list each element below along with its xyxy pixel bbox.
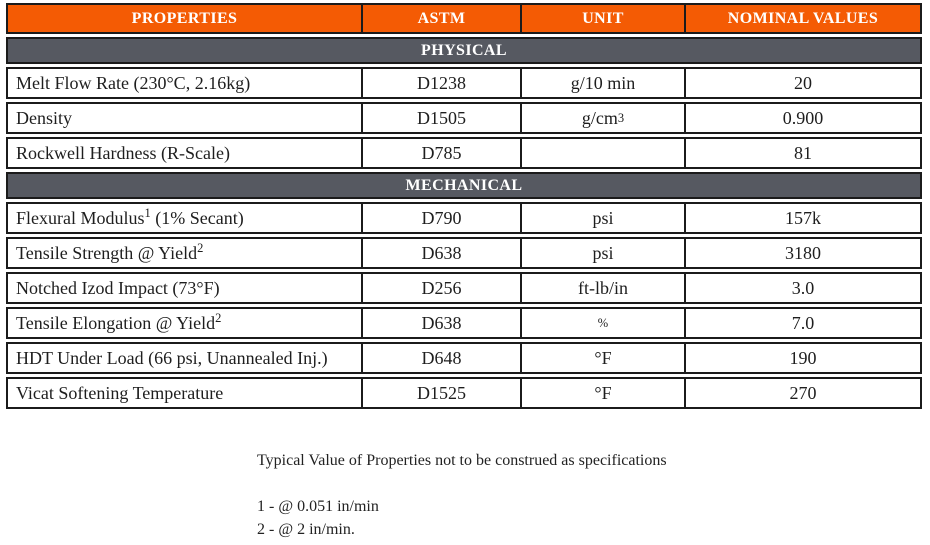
table-row <box>6 137 922 169</box>
column-header-unit: UNIT <box>520 5 684 32</box>
column-header-properties: PROPERTIES <box>131 10 238 27</box>
value-cell: 270 <box>684 379 920 407</box>
column-header-nominal-values: NOMINAL VALUES <box>684 5 920 32</box>
astm-cell: D638 <box>361 239 520 267</box>
table-row <box>6 202 922 234</box>
table-row <box>6 102 922 134</box>
footnote-1: 1 - @ 0.051 in/min <box>257 498 379 515</box>
table-row <box>6 377 922 409</box>
value-cell: 3.0 <box>684 274 920 302</box>
unit-cell: ft-lb/in <box>520 274 684 302</box>
table-header-row <box>6 3 922 34</box>
property-cell <box>8 344 361 372</box>
section-row-physical <box>6 37 922 64</box>
table-body <box>6 37 922 409</box>
property-label: Notched Izod Impact (73°F) <box>16 277 220 298</box>
property-label: Density <box>16 107 72 128</box>
table-row <box>6 307 922 339</box>
properties-table <box>6 3 922 412</box>
unit-cell: °F <box>520 344 684 372</box>
table-row <box>6 342 922 374</box>
astm-cell: D785 <box>361 139 520 167</box>
unit-cell: psi <box>520 204 684 232</box>
property-label: Rockwell Hardness (R-Scale) <box>16 142 230 163</box>
unit-cell: g/cm 3 <box>520 104 684 132</box>
footnote-2: 2 - @ 2 in/min. <box>257 521 355 538</box>
astm-cell: D1505 <box>361 104 520 132</box>
value-cell: 20 <box>684 69 920 97</box>
value-cell: 81 <box>684 139 920 167</box>
value-cell: 7.0 <box>684 309 920 337</box>
value-cell: 157k <box>684 204 920 232</box>
unit-cell: °F <box>520 379 684 407</box>
astm-cell: D638 <box>361 309 520 337</box>
column-header-astm: ASTM <box>361 5 520 32</box>
property-label: Tensile Strength @ Yield$^2$ <box>16 240 204 263</box>
property-label: HDT Under Load (66 psi, Unannealed Inj.) <box>16 347 328 368</box>
section-title: PHYSICAL <box>421 42 507 59</box>
property-cell <box>8 69 361 97</box>
unit-cell: g/10 min <box>520 69 684 97</box>
section-title: MECHANICAL <box>405 177 523 194</box>
astm-cell: D1238 <box>361 69 520 97</box>
disclaimer-text: Typical Value of Properties not to be construed as specifications <box>257 452 667 469</box>
value-cell: 190 <box>684 344 920 372</box>
unit-cell: % <box>520 309 684 337</box>
property-cell <box>8 379 361 407</box>
superscript: 1 <box>144 205 151 220</box>
superscript: 2 <box>197 240 204 255</box>
property-cell <box>8 309 361 337</box>
astm-cell: D790 <box>361 204 520 232</box>
property-cell <box>8 274 361 302</box>
footnotes <box>257 452 667 541</box>
astm-cell: D256 <box>361 274 520 302</box>
property-cell <box>8 239 361 267</box>
table-row <box>6 237 922 269</box>
property-cell <box>8 204 361 232</box>
property-cell <box>8 139 361 167</box>
value-cell: 0.900 <box>684 104 920 132</box>
superscript: 2 <box>215 310 222 325</box>
unit-cell <box>520 139 684 167</box>
unit-cell: psi <box>520 239 684 267</box>
property-label: Melt Flow Rate (230°C, 2.16kg) <box>16 72 251 93</box>
property-cell <box>8 104 361 132</box>
value-cell: 3180 <box>684 239 920 267</box>
property-label: Vicat Softening Temperature <box>16 382 224 403</box>
astm-cell: D1525 <box>361 379 520 407</box>
table-row <box>6 272 922 304</box>
astm-cell: D648 <box>361 344 520 372</box>
property-label: Flexural Modulus$^1$ (1% Secant) <box>16 205 244 228</box>
table-row <box>6 67 922 99</box>
property-label: Tensile Elongation @ Yield$^2$ <box>16 310 222 333</box>
section-row-mechanical <box>6 172 922 199</box>
